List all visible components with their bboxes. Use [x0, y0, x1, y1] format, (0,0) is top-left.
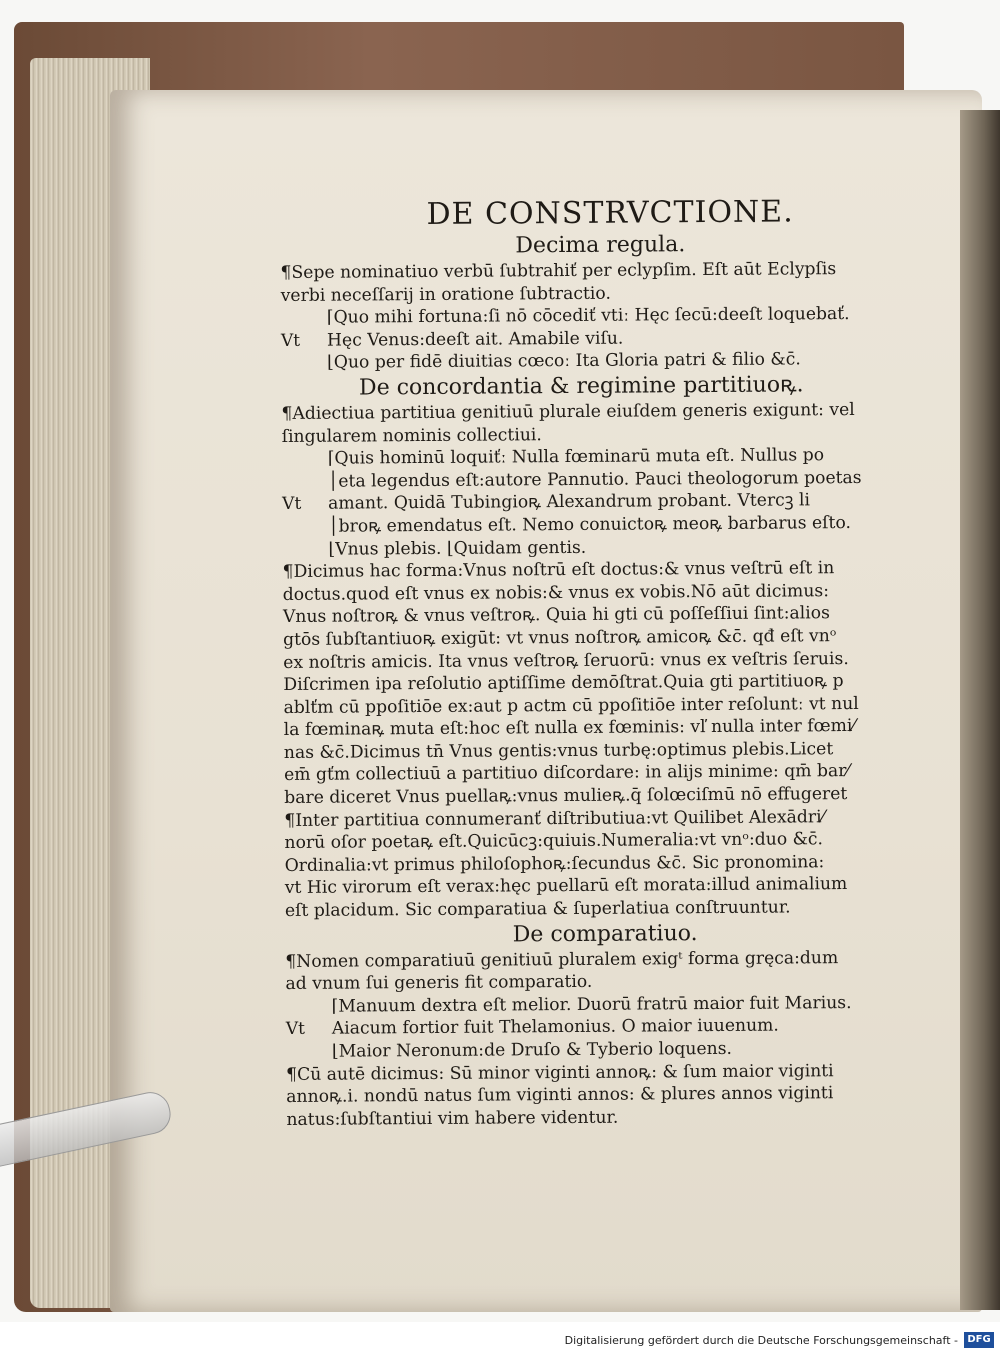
example-line: │eta legendus eſt:autore Pannutio. Pauci theologorum poetas	[327, 467, 862, 492]
example-line: ⌊Maior Neronum:de Druſo & Tyberio loquens.	[331, 1038, 733, 1062]
text-line: doctus.quod eſt vnus ex nobis:& vnus ex vobis.Nō aūt dicimus:	[282, 580, 830, 605]
example-line: Hęc Venus:deeſt ait. Amabile viſu.	[326, 328, 624, 351]
text-line: eſt placidum. Sic comparatiua & ſuperlatiua conſtruuntur.	[284, 897, 791, 922]
example-vt-label: Vt	[285, 1019, 305, 1040]
running-title: DE CONSTRVCTIONE.	[426, 194, 794, 232]
text-line: la fœminaꝶ muta eſt:hoc eſt nulla ex fœminis: vľ nulla inter fœmi⁄	[283, 716, 856, 741]
text-line: gtōs ſubſtantiuoꝶ exigūt: vt vnus noſtroꝶ amicoꝶ &c̄. qđ eſt vnᵒ	[283, 626, 837, 650]
dfg-logo-icon: DFG	[964, 1332, 994, 1348]
footer-credit: Digitalisierung gefördert durch die Deutsche Forschungsgemeinschaft -	[564, 1334, 958, 1347]
example-line: Aiacum fortior fuit Thelamonius. O maior iuuenum.	[331, 1015, 779, 1040]
section-heading: De concordantia & regimine partitiuoꝶ.	[358, 372, 804, 401]
text-line: Ordinalia:vt primus philoſophoꝶ:ſecundus &c̄. Sic pronomina:	[284, 852, 825, 876]
example-line: amant. Quidā Tubingioꝶ Alexandrum probant. Vtercꝫ li	[328, 490, 811, 515]
example-line: ⌊Quo per fidē diuitias cœcoː Ita Gloria patri & filio &c̄.	[327, 349, 801, 374]
text-line: ¶Nomen comparatiuū genitiuū pluralem exigᵗ forma gręca:dum	[285, 947, 839, 972]
book-gutter	[960, 110, 1000, 1310]
example-line: ⌈Quo mihi fortuna:ſi nō cōcediť vtiː Hęc ſecū:deeſt loquebať.	[326, 304, 850, 328]
text-line: ¶Dicimus hac forma:Vnus noſtrū eſt doctus:& vnus veſtrū eſt in	[282, 558, 835, 583]
text-line: ¶Inter partitiua connumeranť diſtributiua:vt Quilibet Alexādri⁄	[284, 806, 825, 831]
text-line: ¶Sepe nominatiuo verbū ſubtrahiť per eclypſim. Eſt aūt Eclypſis	[280, 259, 837, 283]
text-line: vt Hic virorum eſt verax:hęc puellarū eſt morata:illud animalium	[284, 874, 848, 899]
text-line: verbi neceſſarij in oratione ſubtractio.	[280, 283, 611, 306]
text-line: bare diceret Vnus puellaꝶ:vnus mulieꝶ.q̄ ſolœciſmū nō effugeret	[284, 784, 848, 809]
example-line: ⌈Quis hominū loquiťː Nulla fœminarū muta eſt. Nullus po	[327, 445, 825, 469]
text-line: Vnus noſtroꝶ & vnus veſtroꝶ. Quia hi gti cū poſſeſſiui ſint:alios	[282, 603, 830, 628]
text-line: ¶Adiectiua partitiua genitiuū plurale eiuſdem generis exigunt: vel	[281, 399, 855, 424]
section-heading: De comparatiuo.	[512, 920, 698, 948]
text-line: ſingularem nominis collectiui.	[281, 424, 542, 447]
text-line: ablťm cū ppoſitiōe ex:aut p actm cū ppoſitiōe inter reſoluntː vt nul	[283, 693, 859, 718]
text-line: ex noſtris amicis. Ita vnus veſtroꝶ ſeruorū: vnus ex veſtris ſeruis.	[283, 648, 849, 673]
example-line: │broꝶ emendatus eſt. Nemo conuictoꝶ meoꝶ barbarus eſto.	[328, 512, 851, 537]
example-vt-label: Vt	[282, 494, 302, 515]
example-line: ⌈Manuum dextra eſt melior. Duorū fratrū maior fuit Marius.	[331, 992, 852, 1017]
text-line: annoꝶ.i. nondū natus ſum viginti annos: & plures annos viginti	[286, 1083, 834, 1108]
text-line: nas &c̄.Dicimus tn̄ Vnus gentis:vnus turbę:optimus plebis.Licet	[283, 739, 834, 763]
text-line: norū oſor poetaꝶ eſt.Quicūcꝫ:quiuis.Numeralia:vt vnᵒ:duo &c̄.	[284, 829, 824, 854]
example-block	[286, 991, 926, 1063]
example-block	[282, 444, 923, 561]
text-line: ad vnum ſui generis fit comparatio.	[285, 972, 593, 995]
text-line: em̄ gťm collectiuū a partitiuo diſcordare: in alijs minime: qm̄ bar⁄	[283, 761, 850, 786]
section-heading: Decima regula.	[515, 232, 686, 259]
text-line: ¶Cū autē dicimus: Sū minor viginti annoꝶ: & ſum maior viginti	[286, 1060, 834, 1085]
page-text	[280, 194, 927, 1132]
text-line: natus:ſubſtantiui vim habere videntur.	[286, 1107, 619, 1130]
example-vt-label: Vt	[280, 330, 301, 351]
text-line: Diſcrimen ipa reſolutio aptiſſime demōſtrat.Quia gti partitiuoꝶ p	[283, 671, 844, 696]
example-block	[281, 303, 921, 375]
example-line: ⌊Vnus plebis. ⌊Quidam gentis.	[328, 537, 587, 560]
footer-bar	[0, 1322, 1000, 1358]
